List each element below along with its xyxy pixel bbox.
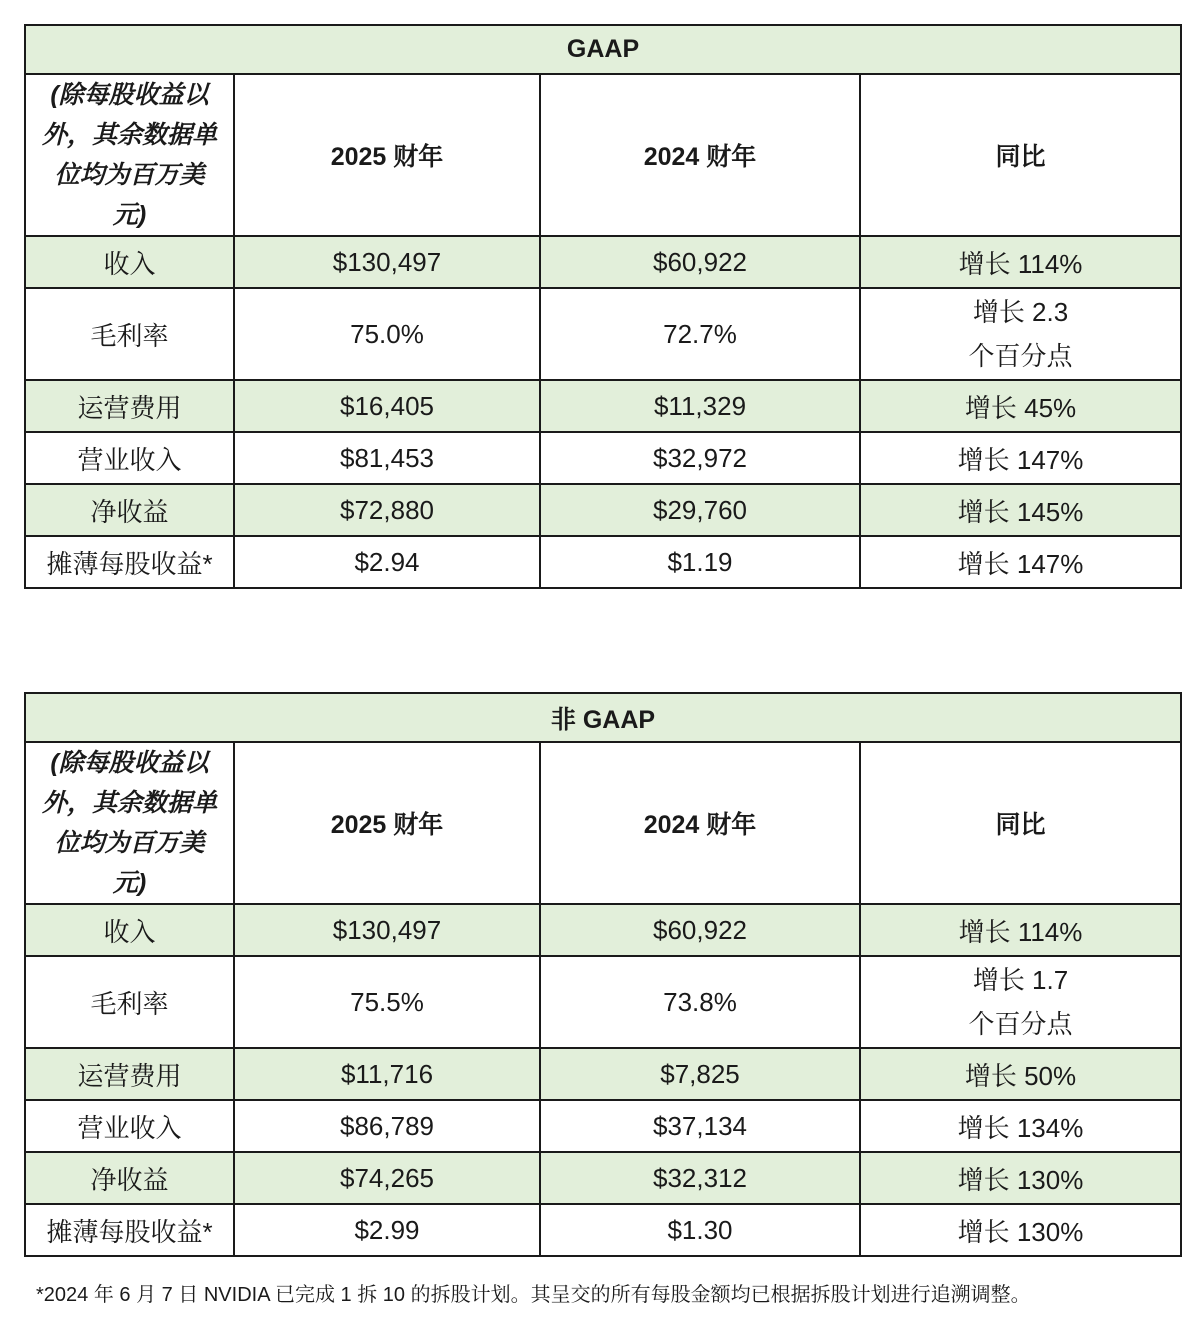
- table-row: [25, 1048, 1181, 1100]
- row-label: 毛利率: [25, 288, 234, 380]
- cell-fy2025: 75.0%: [234, 288, 540, 380]
- table-row: [25, 904, 1181, 956]
- cell-fy2025: $130,497: [234, 904, 540, 956]
- table-row: [25, 956, 1181, 1048]
- table-row: [25, 536, 1181, 588]
- cell-fy2025: $16,405: [234, 380, 540, 432]
- cell-fy2025: $72,880: [234, 484, 540, 536]
- cell-yoy: 增长 134%: [860, 1100, 1181, 1152]
- cell-fy2025: $2.94: [234, 536, 540, 588]
- cell-fy2024: $32,312: [540, 1152, 860, 1204]
- col-header-fy2024: 2024 财年: [540, 742, 860, 904]
- cell-fy2025: $86,789: [234, 1100, 540, 1152]
- yoy-line-1: 增长 2.3: [972, 297, 1069, 327]
- cell-yoy: 增长 130%: [860, 1204, 1181, 1256]
- row-label: 运营费用: [25, 1048, 234, 1100]
- cell-fy2025: 75.5%: [234, 956, 540, 1048]
- unit-note: (除每股收益以外，其余数据单位均为百万美元): [25, 742, 234, 904]
- table-title: GAAP: [25, 25, 1181, 74]
- cell-fy2025: $74,265: [234, 1152, 540, 1204]
- table-title: 非 GAAP: [25, 693, 1181, 742]
- row-label: 毛利率: [25, 956, 234, 1048]
- col-header-fy2024: 2024 财年: [540, 74, 860, 236]
- cell-yoy: 增长 145%: [860, 484, 1181, 536]
- row-label: 收入: [25, 904, 234, 956]
- cell-fy2024: $29,760: [540, 484, 860, 536]
- table-row: [25, 1152, 1181, 1204]
- cell-yoy: [860, 288, 1181, 380]
- cell-yoy: 增长 147%: [860, 432, 1181, 484]
- cell-yoy: 增长 114%: [860, 236, 1181, 288]
- row-label: 摊薄每股收益*: [25, 1204, 234, 1256]
- table-row: [25, 380, 1181, 432]
- yoy-line-2: 个百分点: [968, 1009, 1073, 1039]
- row-label: 净收益: [25, 484, 234, 536]
- table-row: [25, 484, 1181, 536]
- cell-fy2024: $32,972: [540, 432, 860, 484]
- nongaap-table: [24, 692, 1182, 1257]
- unit-note: (除每股收益以外，其余数据单位均为百万美元): [25, 74, 234, 236]
- cell-yoy: 增长 147%: [860, 536, 1181, 588]
- table-row: [25, 288, 1181, 380]
- col-header-fy2025: 2025 财年: [234, 74, 540, 236]
- yoy-line-2: 个百分点: [968, 341, 1073, 371]
- cell-fy2024: $37,134: [540, 1100, 860, 1152]
- cell-fy2025: $11,716: [234, 1048, 540, 1100]
- cell-fy2024: $7,825: [540, 1048, 860, 1100]
- cell-fy2025: $81,453: [234, 432, 540, 484]
- cell-fy2025: $130,497: [234, 236, 540, 288]
- cell-fy2024: $1.19: [540, 536, 860, 588]
- table-row: [25, 236, 1181, 288]
- cell-fy2024: $60,922: [540, 236, 860, 288]
- cell-fy2024: 72.7%: [540, 288, 860, 380]
- row-label: 营业收入: [25, 1100, 234, 1152]
- table-row: [25, 1204, 1181, 1256]
- cell-fy2025: $2.99: [234, 1204, 540, 1256]
- col-header-fy2025: 2025 财年: [234, 742, 540, 904]
- row-label: 收入: [25, 236, 234, 288]
- cell-yoy: 增长 50%: [860, 1048, 1181, 1100]
- cell-fy2024: $1.30: [540, 1204, 860, 1256]
- gaap-table: [24, 24, 1182, 589]
- row-label: 摊薄每股收益*: [25, 536, 234, 588]
- cell-yoy: 增长 114%: [860, 904, 1181, 956]
- footnote: *2024 年 6 月 7 日 NVIDIA 已完成 1 拆 10 的拆股计划。其呈交的所有每股金额均已根据拆股计划进行追溯调整。: [36, 1284, 1031, 1306]
- cell-fy2024: 73.8%: [540, 956, 860, 1048]
- cell-yoy: [860, 956, 1181, 1048]
- cell-yoy: 增长 130%: [860, 1152, 1181, 1204]
- col-header-yoy: 同比: [860, 74, 1181, 236]
- cell-yoy: 增长 45%: [860, 380, 1181, 432]
- table-row: [25, 432, 1181, 484]
- row-label: 净收益: [25, 1152, 234, 1204]
- yoy-line-1: 增长 1.7: [972, 965, 1069, 995]
- row-label: 运营费用: [25, 380, 234, 432]
- cell-fy2024: $11,329: [540, 380, 860, 432]
- col-header-yoy: 同比: [860, 742, 1181, 904]
- table-row: [25, 1100, 1181, 1152]
- cell-fy2024: $60,922: [540, 904, 860, 956]
- row-label: 营业收入: [25, 432, 234, 484]
